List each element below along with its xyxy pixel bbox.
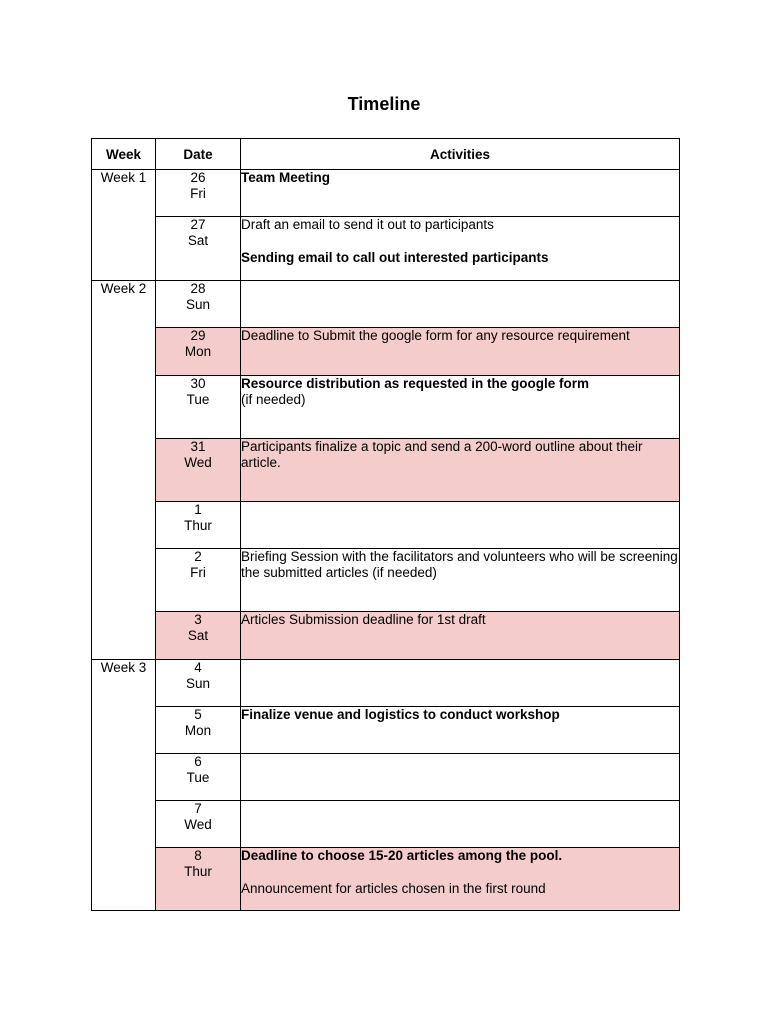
activity-cell	[241, 801, 680, 848]
date-weekday: Sun	[185, 676, 211, 691]
table-row	[92, 328, 680, 376]
activity-text: Finalize venue and logistics to conduct workshop	[241, 707, 560, 722]
date-day: 1	[194, 502, 202, 517]
header-row	[92, 139, 680, 170]
date-cell	[156, 660, 241, 707]
date-weekday: Mon	[184, 344, 212, 359]
activity-text: Articles Submission deadline for 1st draft	[241, 612, 486, 627]
date-weekday: Tue	[186, 770, 210, 785]
timeline-table	[91, 138, 680, 911]
table-row	[92, 376, 680, 439]
date-day: 30	[190, 376, 206, 391]
week-label: Week 3	[92, 660, 156, 911]
table-row	[92, 549, 680, 612]
activity-cell	[241, 217, 680, 281]
date-cell	[156, 848, 241, 911]
activity-text: Participants finalize a topic and send a 200-word outline about their article.	[241, 439, 643, 470]
table-row	[92, 502, 680, 549]
date-weekday: Fri	[190, 186, 206, 201]
date-cell	[156, 754, 241, 801]
date-weekday: Sat	[187, 628, 209, 643]
date-cell	[156, 217, 241, 281]
activity-cell	[241, 660, 680, 707]
activity-text: Draft an email to send it out to participants	[241, 217, 494, 232]
date-day: 8	[194, 848, 202, 863]
table-row	[92, 281, 680, 328]
header-date: Date	[156, 139, 241, 170]
activity-cell	[241, 754, 680, 801]
activity-cell	[241, 612, 680, 660]
activity-text: Deadline to Submit the google form for any resource requirement	[241, 328, 630, 343]
date-day: 26	[190, 170, 206, 185]
date-day: 4	[194, 660, 202, 675]
date-cell	[156, 612, 241, 660]
table-row	[92, 612, 680, 660]
date-weekday: Sun	[185, 297, 211, 312]
table-row	[92, 801, 680, 848]
activity-cell	[241, 707, 680, 754]
date-weekday: Wed	[184, 817, 212, 832]
activity-text: Briefing Session with the facilitators and volunteers who will be screening the submitted articles (if needed)	[241, 549, 678, 580]
date-weekday: Mon	[184, 723, 212, 738]
date-weekday: Sat	[187, 233, 209, 248]
date-day: 5	[194, 707, 202, 722]
activity-cell	[241, 502, 680, 549]
date-day: 2	[194, 549, 202, 564]
date-cell	[156, 439, 241, 502]
date-cell	[156, 502, 241, 549]
activity-cell	[241, 439, 680, 502]
date-day: 6	[194, 754, 202, 769]
date-day: 31	[190, 439, 206, 454]
date-day: 7	[194, 801, 202, 816]
date-cell	[156, 376, 241, 439]
activity-cell	[241, 549, 680, 612]
date-weekday: Fri	[190, 565, 206, 580]
date-weekday: Thur	[184, 518, 212, 533]
week-label: Week 2	[92, 281, 156, 660]
date-day: 29	[190, 328, 206, 343]
date-cell	[156, 707, 241, 754]
date-weekday: Tue	[186, 392, 210, 407]
activity-text: Deadline to choose 15-20 articles among the pool.	[241, 848, 563, 863]
week-label: Week 1	[92, 170, 156, 281]
header-week: Week	[92, 139, 156, 170]
date-cell	[156, 328, 241, 376]
date-weekday: Wed	[184, 455, 212, 470]
table-row	[92, 217, 680, 281]
page-title: Timeline	[347, 94, 421, 114]
date-weekday: Thur	[184, 864, 212, 879]
activity-cell	[241, 376, 680, 439]
table-row	[92, 660, 680, 707]
activity-cell	[241, 328, 680, 376]
date-day: 28	[190, 281, 206, 296]
date-cell	[156, 170, 241, 217]
activity-cell	[241, 170, 680, 217]
table-row	[92, 707, 680, 754]
date-day: 27	[190, 217, 206, 232]
activity-text: Announcement for articles chosen in the first round	[241, 881, 546, 896]
activity-text: (if needed)	[241, 392, 306, 407]
table-row	[92, 170, 680, 217]
activity-text: Resource distribution as requested in the google form	[241, 376, 590, 391]
activity-text: Team Meeting	[241, 170, 331, 185]
table-row	[92, 848, 680, 911]
table-row	[92, 439, 680, 502]
activity-text: Sending email to call out interested participants	[241, 250, 549, 265]
date-cell	[156, 801, 241, 848]
table-row	[92, 754, 680, 801]
date-cell	[156, 281, 241, 328]
activity-cell	[241, 281, 680, 328]
header-activities: Activities	[241, 139, 680, 170]
date-day: 3	[194, 612, 202, 627]
date-cell	[156, 549, 241, 612]
activity-cell	[241, 848, 680, 911]
